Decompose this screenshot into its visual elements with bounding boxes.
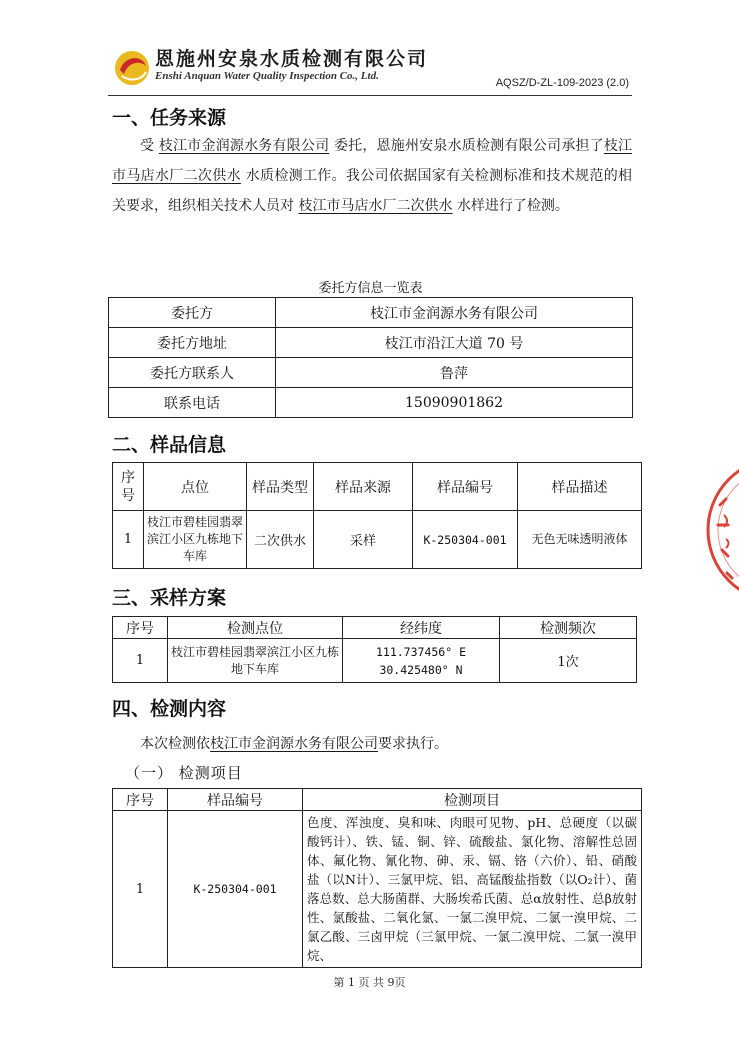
company-name-en: Enshi Anquan Water Quality Inspection Co., Ltd. — [155, 70, 379, 82]
col-header: 样品类型 — [247, 463, 314, 511]
text-fragment: 本次检测依 — [140, 736, 210, 752]
cell-desc: 无色无味透明液体 — [518, 511, 642, 569]
cell-type: 二次供水 — [247, 511, 314, 569]
table-row — [113, 811, 642, 968]
header-divider — [108, 95, 632, 96]
col-header: 检测点位 — [168, 617, 343, 639]
client-name: 枝江市金润源水务有限公司 — [210, 736, 378, 752]
col-header: 序号 — [113, 617, 168, 639]
table-value: 鲁萍 — [276, 358, 633, 388]
company-logo-icon — [112, 48, 152, 88]
project-name: 枝江市马店水厂二次供水 — [112, 138, 633, 184]
table-value: 枝江市金润源水务有限公司 — [276, 298, 633, 328]
table-label: 委托方 — [109, 298, 276, 328]
cell-frequency: 1次 — [500, 639, 637, 683]
table-header-row — [113, 789, 642, 811]
table-value: 15090901862 — [276, 388, 633, 418]
text-fragment: 委托，恩施州安泉水质检测有限公司承担了 — [333, 138, 604, 154]
section-1-title: 一、任务来源 — [112, 107, 227, 129]
col-header: 样品编号 — [413, 463, 518, 511]
project-name-2: 枝江市马店水厂二次供水 — [298, 198, 453, 214]
section-3-title: 三、采样方案 — [112, 587, 227, 609]
col-header: 检测频次 — [500, 617, 637, 639]
cell-no: 1 — [113, 511, 144, 569]
company-name-cn: 恩施州安泉水质检测有限公司 — [155, 48, 429, 70]
cell-coordinates — [343, 639, 500, 683]
cell-site: 枝江市碧桂园翡翠滨江小区九栋地下车库 — [168, 639, 343, 683]
col-header: 检测项目 — [303, 789, 642, 811]
table-header-row — [113, 617, 637, 639]
company-seal-icon — [700, 455, 739, 605]
cell-site: 枝江市碧桂园翡翠滨江小区九栋地下车库 — [144, 511, 247, 569]
col-header: 点位 — [144, 463, 247, 511]
table-value: 枝江市沿江大道 70 号 — [276, 328, 633, 358]
subsection-title: （一） 检测项目 — [125, 764, 243, 782]
table-row — [113, 511, 642, 569]
test-items-table — [112, 788, 642, 968]
col-header: 样品编号 — [168, 789, 303, 811]
col-header: 序号 — [113, 463, 144, 511]
table-label: 联系电话 — [109, 388, 276, 418]
table-row — [109, 388, 633, 418]
col-header: 序号 — [113, 789, 168, 811]
col-header: 样品来源 — [314, 463, 413, 511]
sampling-plan-table — [112, 616, 637, 683]
cell-no: 1 — [113, 811, 168, 968]
table-header-row — [113, 463, 642, 511]
client-name: 枝江市金润源水务有限公司 — [158, 138, 330, 154]
cell-code: K-250304-001 — [168, 811, 303, 968]
page-number: 第 1 页 共 9页 — [333, 976, 406, 989]
section-2-title: 二、样品信息 — [112, 434, 227, 456]
client-table-caption: 委托方信息一览表 — [318, 281, 423, 296]
text-fragment: 要求执行。 — [378, 736, 448, 752]
table-label: 委托方联系人 — [109, 358, 276, 388]
section-4-title: 四、检测内容 — [112, 698, 227, 720]
table-row — [109, 358, 633, 388]
latitude: 30.425480° N — [379, 662, 463, 677]
col-header: 经纬度 — [343, 617, 500, 639]
longitude: 111.737456° E — [375, 644, 466, 659]
text-fragment: 受 — [140, 138, 155, 154]
table-label: 委托方地址 — [109, 328, 276, 358]
col-header: 样品描述 — [518, 463, 642, 511]
table-row — [113, 639, 637, 683]
cell-source: 采样 — [314, 511, 413, 569]
task-source-paragraph — [112, 131, 632, 221]
cell-no: 1 — [113, 639, 168, 683]
document-code: AQSZ/D-ZL-109-2023 (2.0) — [495, 77, 629, 89]
text-fragment: 水样进行了检测。 — [456, 198, 569, 214]
table-row — [109, 298, 633, 328]
text-fragment: 水质检测工作。我公司依据国家有关检测标准和技术规范的相关要求，组织相关技术人员对 — [112, 168, 633, 214]
table-row — [109, 328, 633, 358]
cell-code: K-250304-001 — [413, 511, 518, 569]
cell-test-items: 色度、浑浊度、臭和味、肉眼可见物、pH、总硬度（以碳酸钙计）、铁、锰、铜、锌、硫酸盐、氯化物、溶解性总固体、氟化物、氰化物、砷、汞、镉、铬（六价）、铅、硝酸盐（以N计）、三氯甲烷、铝、高锰酸盐指数（以O₂计）、菌落总数、总大肠菌群、大肠埃希氏菌、总α放射性、总β放射性、氯酸盐、二氧化氯、一氯二溴甲烷、二氯一溴甲烷、二氯乙酸、三卤甲烷（三氯甲烷、一氯二溴甲烷、二氯一溴甲烷、 — [303, 811, 642, 968]
sample-info-table — [112, 462, 642, 569]
test-content-paragraph — [112, 729, 632, 759]
client-info-table — [108, 297, 633, 418]
